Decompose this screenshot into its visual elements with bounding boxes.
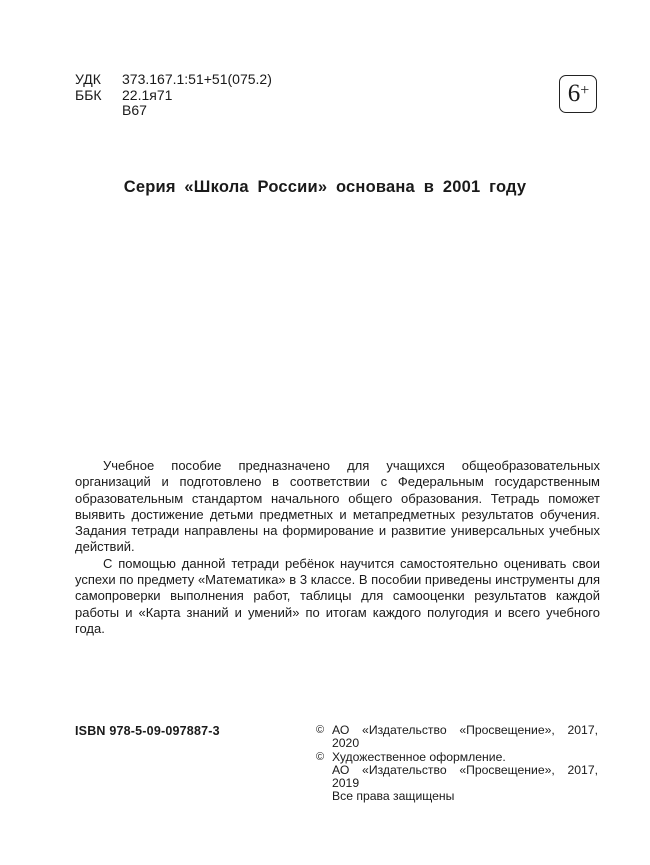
bbk-value: 22.1я71	[122, 86, 173, 103]
bbk-label: ББК	[75, 86, 102, 103]
udk-value: 373.167.1:51+51(075.2)	[122, 71, 272, 87]
author-mark-row	[75, 103, 272, 119]
bbk-row	[75, 88, 272, 104]
udk-label: УДК	[75, 71, 101, 87]
copyright-icon: ©	[316, 750, 325, 763]
copyright-line: © Художественное оформление.	[316, 749, 506, 764]
copyright-line: АО «Издательство «Просвещение», 2017, 2019	[332, 762, 598, 791]
abstract-paragraph: Учебное пособие предназначено для учащихся общеобразовательных организаций и подготовлено в соответствии с Федеральным государственным образовательным стандартом начального общего образования. Тетрадь поможет выявить достижение детьми предметных и метапредметных результатов обучения. Задания тетради направлены на формирование и развитие универсальных учебных действий.	[75, 458, 600, 555]
abstract	[75, 458, 600, 637]
copyright-icon: ©	[316, 724, 325, 736]
isbn: ISBN 978-5-09-097887-3	[75, 724, 220, 738]
series-heading: Серия «Школа России» основана в 2001 году	[123, 178, 527, 196]
catalog-codes	[75, 72, 272, 119]
age-rating-badge	[559, 75, 597, 113]
udk-row	[75, 72, 272, 88]
abstract-paragraph: С помощью данной тетради ребёнок научится самостоятельно оценивать свои успехи по предмету «Математика» в 3 классе. В пособии приведены инструменты для самопроверки выполнения работ, таблицы для самооценки результатов каждой работы и «Карта знаний и умений» по итогам каждого полугодия и всего учебного года.	[75, 555, 600, 636]
author-mark: В67	[122, 102, 147, 118]
copyright-line: © АО «Издательство «Просвещение», 2017, 2020	[316, 723, 598, 751]
age-rating-plus: +	[580, 82, 589, 99]
rights-reserved: Все права защищены	[332, 789, 455, 804]
age-rating-number: 6	[567, 80, 580, 107]
copyright-block	[316, 724, 598, 804]
